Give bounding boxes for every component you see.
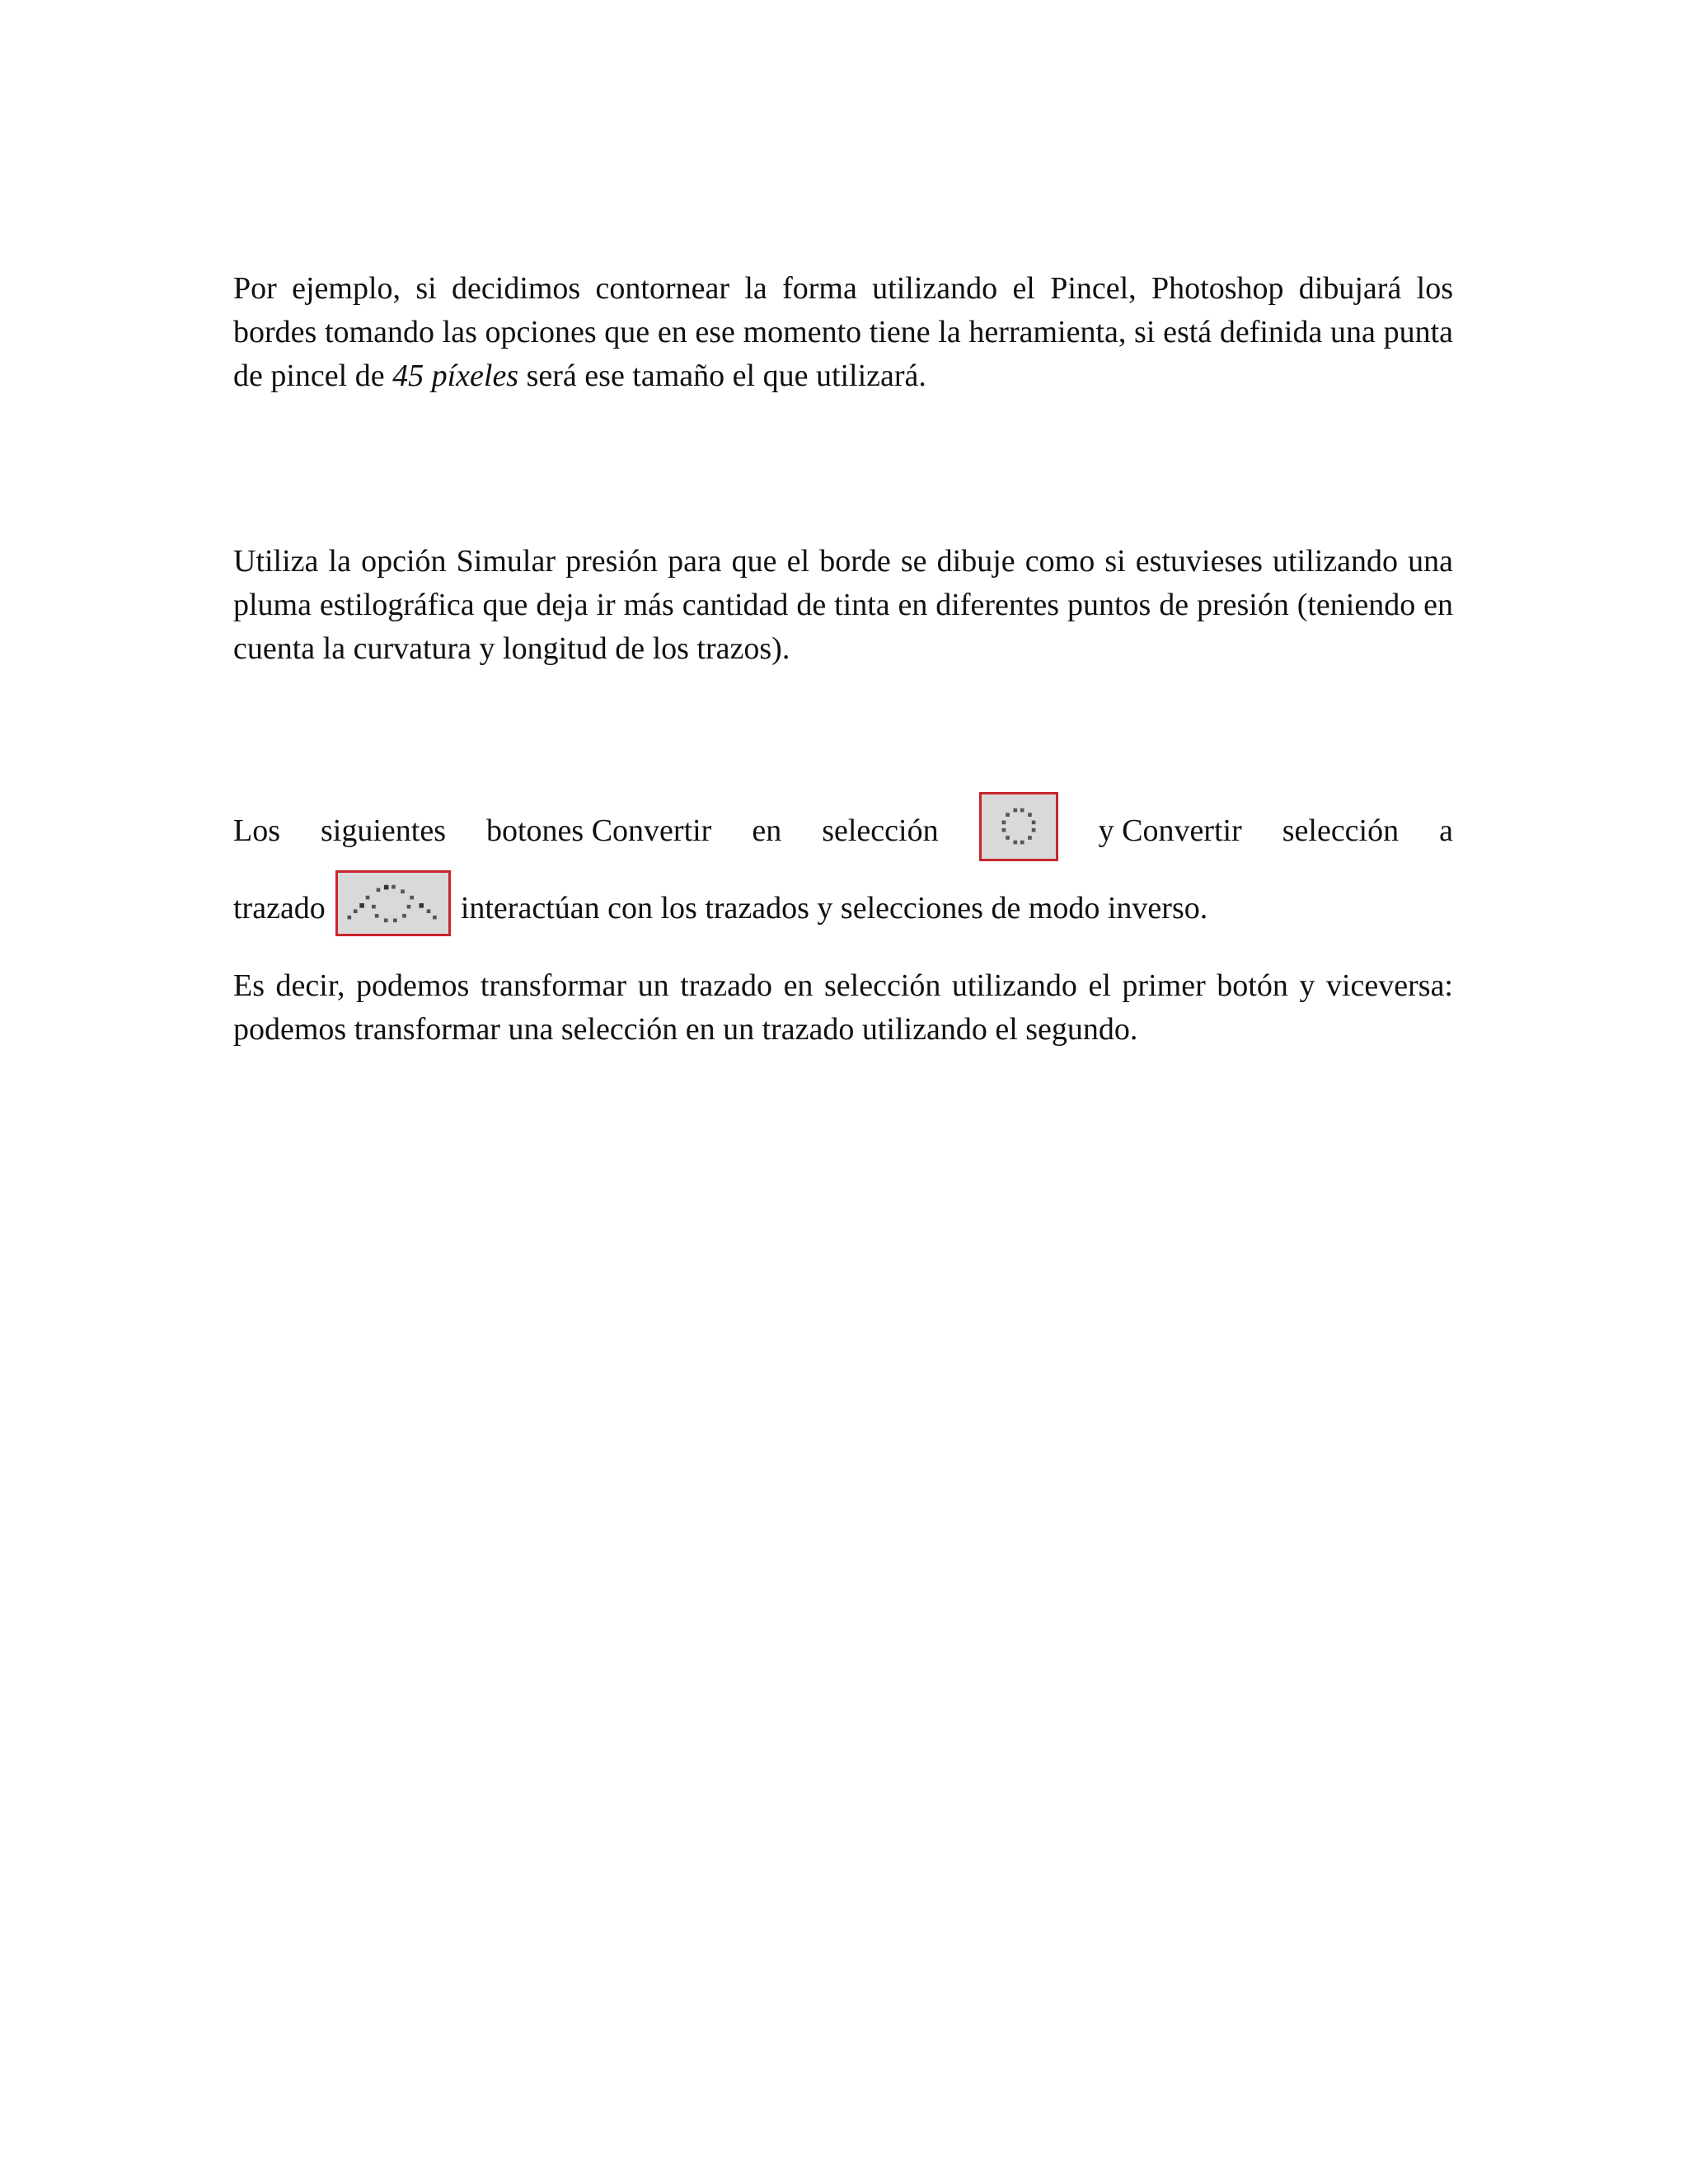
p3-line-1: [233, 794, 1453, 867]
p3-word: botones Convertir: [485, 813, 712, 848]
p1-italic-size: 45 píxeles: [392, 359, 519, 393]
make-work-path-from-selection-icon: [338, 873, 448, 934]
p3-word: a: [1439, 813, 1453, 848]
p3-word: siguientes: [321, 813, 446, 848]
paragraph-simulate-pressure: Utiliza la opción Simular presión para que el borde se dibuje como si estuvieses utilizando una pluma estilográfica que deja ir más cantidad de tinta en diferentes puntos de presión (teniendo en cuenta la curvatura y longitud de los trazos).: [233, 544, 1453, 666]
p3-word: en: [752, 813, 782, 848]
p3-line-2: [233, 867, 1453, 949]
p3-word: y Convertir: [1098, 813, 1242, 848]
paragraph-brush-stroke: [233, 267, 1453, 398]
paragraph-convert-buttons: [233, 794, 1453, 949]
make-work-path-button[interactable]: [335, 870, 451, 936]
p3-word: selección: [1282, 813, 1400, 848]
load-path-as-selection-icon: [982, 794, 1056, 859]
p3-word: selección: [822, 813, 939, 848]
p1-text-end: será ese tamaño el que utilizará.: [518, 359, 926, 393]
p1-text-start: Por ejemplo, si decidimos contornear la forma utilizando el Pincel, Photoshop dibujará los bordes tomando las opciones que en ese momento tiene la herramienta, si está definida una punta de pincel de: [233, 271, 1453, 393]
p3-word: Los: [233, 813, 280, 848]
p3-word: trazado: [233, 890, 326, 926]
p3-tail-text: interactúan con los trazados y selecciones de modo inverso.: [460, 890, 1208, 926]
paragraph-transform-explanation: Es decir, podemos transformar un trazado en selección utilizando el primer botón y viceversa: podemos transformar una selección en un trazado utilizando el segundo.: [233, 968, 1453, 1047]
document-page: [233, 247, 1453, 1052]
load-path-as-selection-button[interactable]: [979, 792, 1058, 861]
